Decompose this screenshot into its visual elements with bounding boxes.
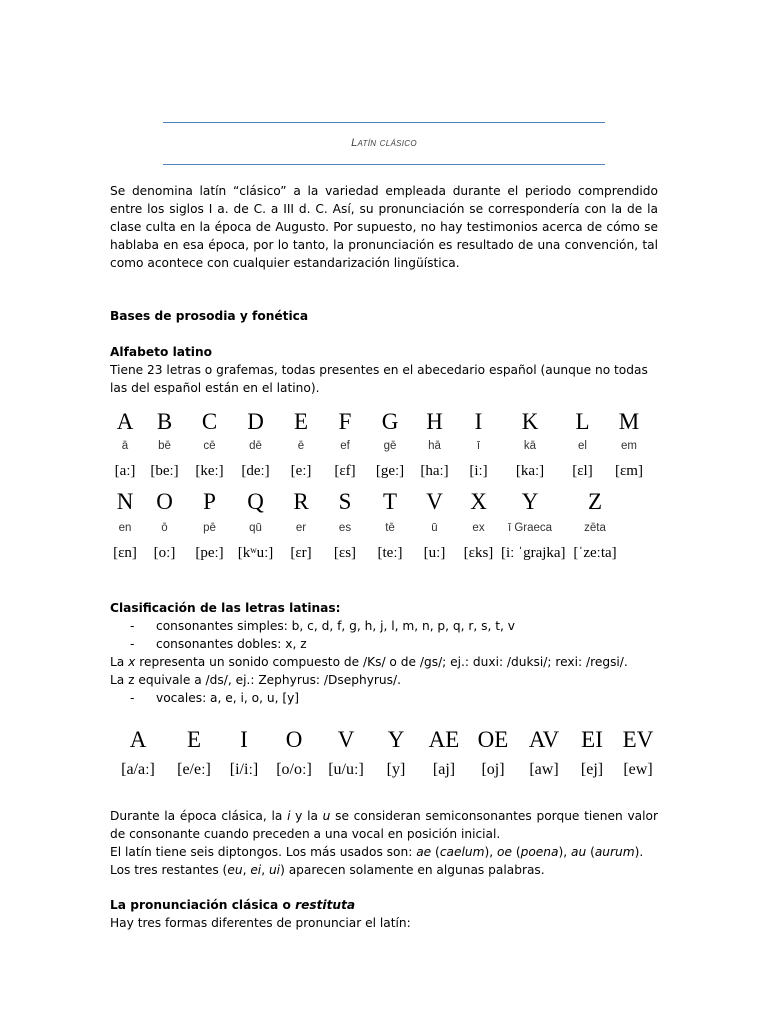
list-dash: - (130, 619, 135, 633)
vowel-letter: AE (428, 727, 460, 752)
alphabet-heading: Alfabeto latino (110, 345, 213, 359)
alphabet-letter-name: hā (428, 440, 441, 452)
alphabet-letter-name: ī Graeca (507, 522, 553, 534)
alphabet-letter: B (156, 409, 173, 434)
vowel-letter: OE (477, 727, 509, 752)
alphabet-letter: L (575, 409, 590, 434)
alphabet-ipa: [ɛks] (463, 545, 494, 561)
alphabet-letter: P (203, 489, 216, 514)
vowel-letter: EI (581, 727, 603, 752)
alphabet-row-2-letters (108, 489, 631, 515)
alphabet-letter-name: cē (203, 440, 216, 452)
alphabet-letter: Y (521, 489, 539, 514)
alphabet-ipa: [ɛf] (334, 463, 356, 479)
alphabet-letter: E (293, 409, 309, 434)
alphabet-letter: V (426, 489, 443, 514)
vowel-ipa: [u/uː] (328, 761, 364, 778)
vowel-ipa: [a/aː] (121, 761, 155, 778)
alphabet-letter-name: ū (431, 522, 438, 534)
alphabet-letter: A (116, 409, 134, 434)
alphabet-ipa: [geː] (375, 463, 405, 479)
alphabet-ipa: [deː] (241, 463, 270, 479)
alphabet-letter: C (201, 409, 218, 434)
alphabet-letter: X (470, 489, 487, 514)
alphabet-ipa: [ɛr] (290, 545, 312, 561)
alphabet-ipa: [iː ˈgrajka] (501, 545, 566, 561)
alphabet-letter: R (293, 489, 309, 514)
alphabet-ipa: [kaː] (515, 463, 545, 479)
alphabet-row-2-ipa (108, 545, 631, 562)
alphabet-row-1-letters (108, 409, 652, 435)
alphabet-letter-name: tē (385, 522, 395, 534)
alphabet-letter-name: en (118, 522, 132, 534)
alphabet-ipa: [ɛm] (615, 463, 643, 479)
alphabet-letter: H (426, 409, 443, 434)
restituta-text: Hay tres formas diferentes de pronunciar el latín: (110, 916, 411, 930)
alphabet-letter-name: ō (161, 522, 168, 534)
vowel-row-ipa (108, 761, 662, 779)
vowel-ipa: [i/iː] (229, 761, 259, 778)
alphabet-letter-name: ā (121, 440, 129, 452)
alphabet-letter-name: ex (472, 522, 485, 534)
alphabet-letter-name: gē (383, 440, 397, 452)
vowel-ipa: [aw] (529, 761, 559, 778)
intro-paragraph: Se denomina latín “clásico” a la variedad empleada durante el periodo comprendido entre los siglos I a. de C. a III d. C. Así, su pronunciación se correspondería con la de la clase culta en la época de Augusto. Por supuesto, no hay testimonios acerca de cómo se hablaba en esa época, por lo tanto, la pronunciación es resultado de una convención, tal como acontece con cualquier estandarización lingüística. (110, 184, 658, 270)
alphabet-ipa: [teː] (377, 545, 403, 561)
alphabet-row-1-ipa (108, 463, 652, 480)
alphabet-letter: M (618, 409, 640, 434)
alphabet-ipa: [iː] (469, 463, 488, 479)
alphabet-ipa: [ˈzeːta] (573, 545, 617, 561)
alphabet-letter: D (247, 409, 264, 434)
alphabet-ipa: [eː] (290, 463, 312, 479)
vowel-letter: V (337, 727, 355, 752)
vowel-letter: A (129, 727, 147, 752)
alphabet-letter-name: pē (203, 522, 216, 534)
vowel-letter: AV (528, 727, 560, 752)
alphabet-letter: I (474, 409, 483, 434)
document-title: Latín clásico (351, 137, 417, 149)
alphabet-letter-name: ē (297, 440, 305, 452)
alphabet-letter: N (116, 489, 134, 514)
restituta-heading: La pronunciación clásica o restituta (110, 898, 356, 912)
alphabet-letter: K (521, 409, 539, 434)
alphabet-ipa: [ɛl] (572, 463, 593, 479)
semivowels-paragraph: Durante la época clásica, la i y la u se consideran semiconsonantes porque tienen valor de consonante cuando preceden a una vocal en posición inicial. (110, 809, 658, 841)
z-description: La z equivale a /ds/, ej.: Zephyrus: /Dsephyrus/. (110, 673, 401, 687)
vowel-letter: E (186, 727, 202, 752)
remaining-diphthongs-paragraph: Los tres restantes (eu, ei, ui) aparecen solamente en algunas palabras. (110, 863, 545, 877)
alphabet-ipa: [kʷuː] (237, 545, 274, 561)
title-top-rule (163, 122, 605, 123)
vowel-ipa: [o/oː] (276, 761, 312, 778)
vowel-letter: EV (622, 727, 654, 752)
alphabet-ipa: [keː] (195, 463, 224, 479)
alphabet-letter-name: bē (158, 440, 171, 452)
title-bottom-rule (163, 164, 605, 165)
alphabet-row-2-names (108, 522, 631, 534)
vowel-ipa: [y] (386, 761, 406, 778)
alphabet-letter: O (156, 489, 173, 514)
alphabet-letter: Z (587, 489, 603, 514)
vowel-ipa: [oj] (481, 761, 505, 778)
list-item-vowels: - vocales: a, e, i, o, u, [y] (130, 691, 300, 705)
list-dash: - (130, 691, 135, 705)
list-dash: - (130, 637, 135, 651)
alphabet-row-1-names (108, 440, 652, 452)
vowel-ipa: [ej] (580, 761, 604, 778)
alphabet-letter-name: zēta (584, 522, 606, 534)
alphabet-ipa: [uː] (423, 545, 446, 561)
list-item-simple-consonants: - consonantes simples: b, c, d, f, g, h, j, l, m, n, p, q, r, s, t, v (130, 619, 516, 633)
alphabet-letter-name: ī (476, 440, 481, 452)
alphabet-ipa: [oː] (153, 545, 176, 561)
alphabet-letter: F (338, 409, 352, 434)
alphabet-letter: T (382, 489, 398, 514)
alphabet-letter-name: dē (249, 440, 262, 452)
vowel-letter: Y (387, 727, 405, 752)
alphabet-letter-name: er (295, 522, 307, 534)
alphabet-ipa: [aː] (114, 463, 136, 479)
alphabet-ipa: [ɛn] (113, 545, 137, 561)
alphabet-ipa: [beː] (150, 463, 179, 479)
vowel-row-letters (108, 727, 662, 753)
diphthongs-paragraph: El latín tiene seis diptongos. Los más usados son: ae (caelum), oe (poena), au (aurum). (110, 845, 644, 859)
alphabet-letter: G (381, 409, 399, 434)
alphabet-ipa: [ɛs] (333, 545, 357, 561)
alphabet-letter-name: ef (340, 440, 350, 452)
vowel-ipa: [aj] (432, 761, 456, 778)
alphabet-letter-name: el (578, 440, 587, 452)
section-heading-prosody: Bases de prosodia y fonética (110, 309, 309, 323)
vowel-letter: I (240, 727, 248, 752)
alphabet-ipa: [peː] (195, 545, 224, 561)
alphabet-letter: S (338, 489, 352, 514)
vowel-ipa: [e/eː] (177, 761, 211, 778)
vowel-letter: O (285, 727, 303, 752)
alphabet-letter-name: es (338, 522, 352, 534)
list-item-double-consonants: - consonantes dobles: x, z (130, 637, 307, 651)
alphabet-letter: Q (247, 489, 264, 514)
alphabet-letter-name: qū (249, 522, 262, 534)
vowel-ipa: [ew] (623, 761, 653, 778)
alphabet-letter-name: em (621, 440, 637, 452)
alphabet-description: Tiene 23 letras o grafemas, todas presentes en el abecedario español (aunque no todas las del español están en el latino). (110, 363, 648, 395)
alphabet-ipa: [haː] (420, 463, 449, 479)
x-description: La x representa un sonido compuesto de /Ks/ o de /gs/; ej.: duxi: /duksi/; rexi: /regsi/. (110, 655, 628, 669)
classification-heading: Clasificación de las letras latinas: (110, 601, 341, 615)
alphabet-letter-name: kā (523, 440, 537, 452)
